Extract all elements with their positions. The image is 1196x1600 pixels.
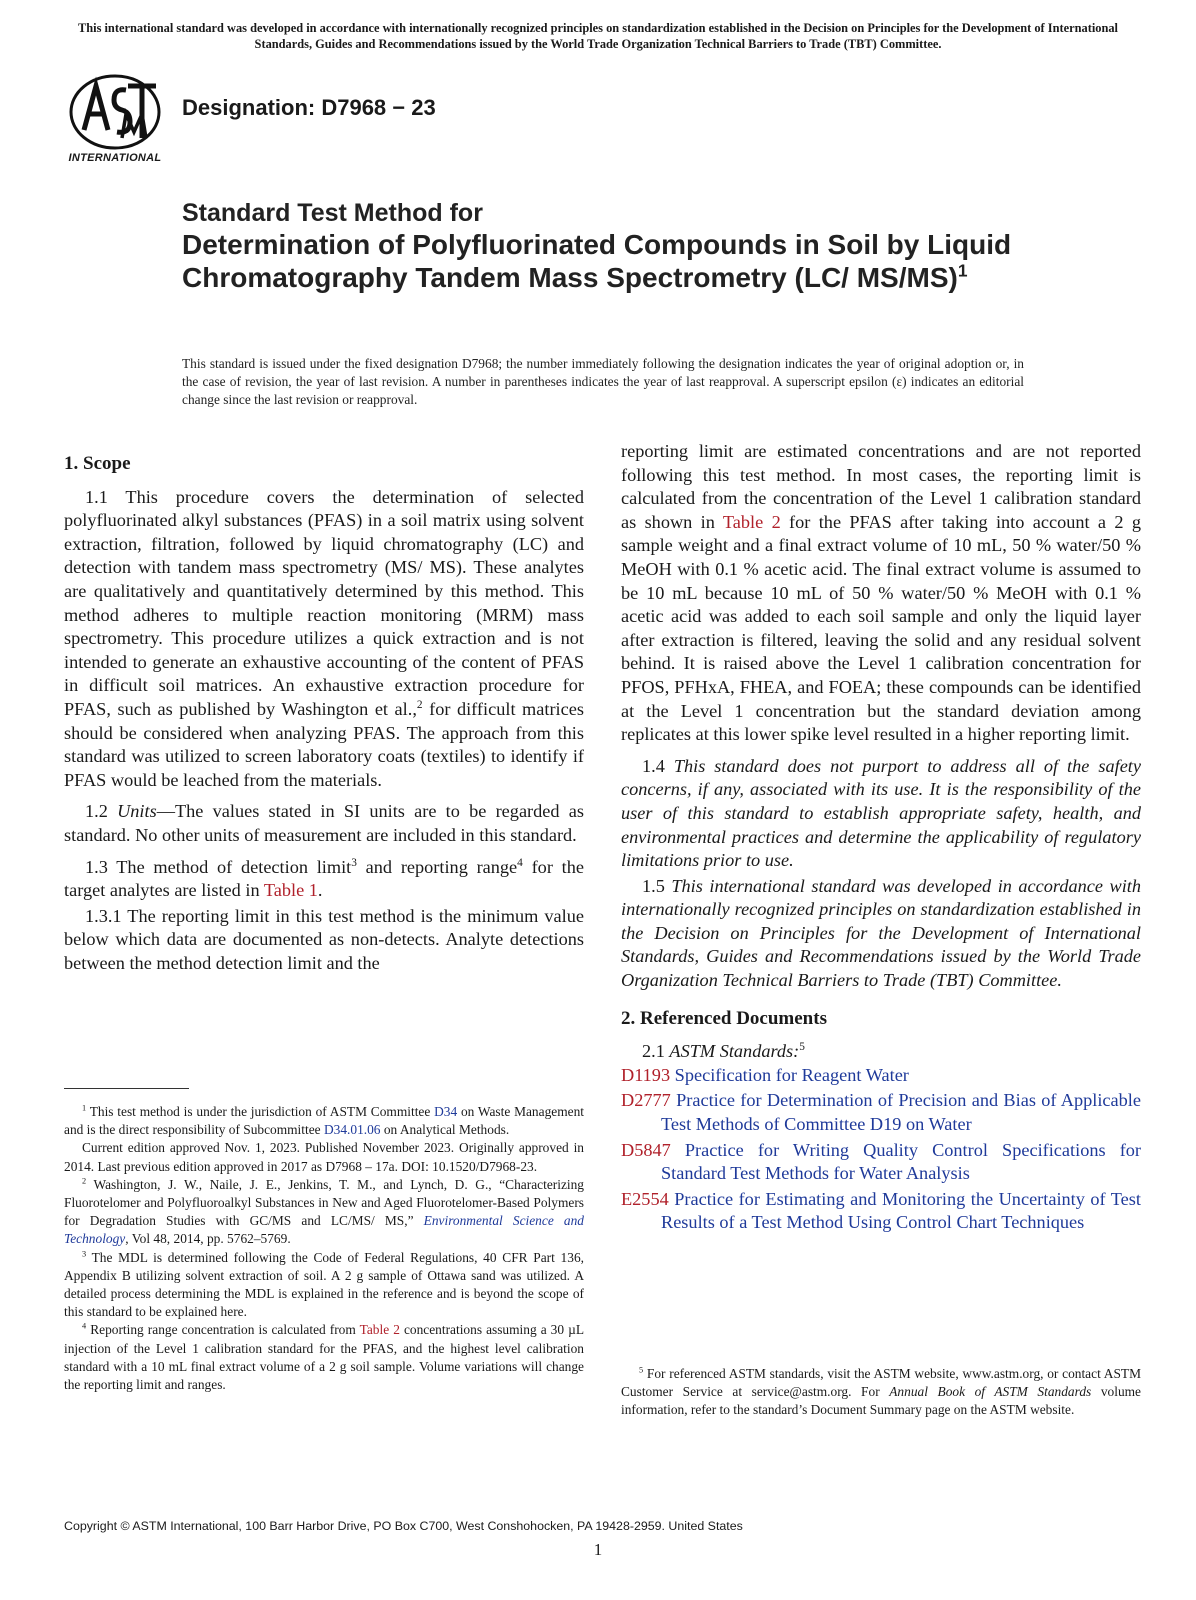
right-column: [621, 440, 1141, 1237]
title-line-1: Standard Test Method for: [182, 199, 483, 227]
para-1-3-1-cont-b: for the PFAS after taking into account a 2 g sample weight and a final extract volume of 10 mL, 50 % water/50 % MeOH with 0.1 % acetic acid. The final extract volume is assumed to be 10 mL because 10 mL of 50 % water/50 % MeOH with 0.1 % acetic acid was added to each soil sample and only the liquid layer after extraction is filtered, leaving the solid and any residual solvent behind. It is raised above the Level 1 calibration concentration for PFOS, PFHxA, FHEA, and FOEA; these compounds can be identified at the Level 1 concentration but the standard deviation among replicates at this lower spike level resulted in a higher reporting limit.: [621, 511, 1141, 745]
title-footnote-ref: 1: [957, 260, 968, 281]
table-1-link[interactable]: Table 1: [263, 880, 318, 901]
astm-logo: [62, 72, 168, 168]
journal-link[interactable]: Environmental Science and Technology: [64, 1213, 584, 1247]
para-1-2: [64, 800, 584, 847]
footnote-5-text-b: volume information, refer to the standard’s Document Summary page on the ASTM website.: [621, 1384, 1141, 1418]
footnote-1-mark: 1: [82, 1103, 87, 1113]
refdoc-title[interactable]: Practice for Writing Quality Control Specifications for Standard Test Methods for Water Analysis: [661, 1139, 1142, 1184]
para-1-1-text: 1.1 This procedure covers the determination of selected polyfluorinated alkyl substances (PFAS) in a soil matrix using solvent extraction, filtration, followed by liquid chromatography (LC) and detection with tandem mass spectrometry (MS/ MS). These analytes are qualitatively and quantitatively determined by this method. This method adheres to multiple reaction monitoring (MRM) mass spectrometry. This procedure utilizes a quick extraction and is not intended to generate an exhaustive accounting of the content of PFAS in difficult soil matrices. An exhaustive extraction procedure for PFAS, such as published by Washington et al.,: [64, 486, 584, 719]
para-1-3-1-cont-a: reporting limit are estimated concentrations and are not reported following this test method. In most cases, the reporting limit is calculated from the concentration of the Level 1 calibration standard as shown in: [621, 441, 1141, 532]
footnote-ref-4: 4: [517, 856, 523, 869]
para-2-1-text: ASTM Standards:: [669, 1041, 800, 1062]
para-1-2-units: Units: [117, 801, 157, 822]
designation: Designation: D7968 − 23: [182, 95, 436, 120]
title-main: Determination of Polyfluorinated Compounds in Soil by Liquid Chromatography Tandem Mass Spectrometry (LC/ MS/MS): [182, 229, 1012, 293]
refdoc-code[interactable]: D2777: [621, 1090, 671, 1111]
para-2-1: [621, 1040, 1141, 1064]
refdoc-e2554[interactable]: [621, 1188, 1141, 1235]
footnote-2-text-b: , Vol 48, 2014, pp. 5762–5769.: [125, 1231, 291, 1247]
table-2-link-footnote[interactable]: Table 2: [359, 1322, 400, 1338]
refdoc-code[interactable]: D1193: [621, 1064, 671, 1085]
footnote-2-mark: 2: [82, 1176, 87, 1186]
footnote-1: [64, 1103, 584, 1139]
para-1-3-1: 1.3.1 The reporting limit in this test method is the minimum value below which data are documented as non-detects. Analyte detections between the method detection limit and the: [64, 905, 584, 973]
refdoc-code[interactable]: D5847: [621, 1139, 671, 1160]
copyright-line: Copyright © ASTM International, 100 Barr Harbor Drive, PO Box C700, West Conshohocken, PA 19428-2959. United States: [64, 1519, 743, 1533]
refdoc-d5847[interactable]: [621, 1139, 1141, 1186]
refdoc-title[interactable]: Practice for Estimating and Monitoring the Uncertainty of Test Results of a Test Method Using Control Chart Techniques: [661, 1188, 1141, 1233]
para-1-4-text: This standard does not purport to address all of the safety concerns, if any, associated with its use. It is the responsibility of the user of this standard to establish appropriate safety, health, and environmental practices and determine the applicability of regulatory limitations prior to use.: [621, 755, 1141, 871]
refdoc-title[interactable]: Specification for Reagent Water: [674, 1064, 909, 1085]
document-title: [182, 198, 1082, 294]
para-1-3-text-a: 1.3 The method of detection limit: [85, 856, 352, 877]
para-1-5-text: This international standard was developed in accordance with internationally recognized principles on standardization established in the Decision on Principles for the Development of International Standards, Guides and Recommendations issued by the World Trade Organization Technical Barriers to Trade (TBT) Committee.: [621, 875, 1142, 991]
footnote-1-text-b: on Waste Management and is the direct responsibility of Subcommittee: [64, 1104, 584, 1138]
footnote-5-text-a: For referenced ASTM standards, visit the ASTM website, www.astm.org, or contact ASTM Customer Service at service@astm.org. For: [621, 1366, 1141, 1400]
para-1-4: [621, 755, 1141, 873]
committee-d34-link[interactable]: D34: [434, 1104, 458, 1119]
para-1-3-1-cont: [621, 440, 1141, 747]
refdoc-d2777[interactable]: [621, 1089, 1141, 1136]
logo-international-label: INTERNATIONAL: [68, 152, 162, 164]
para-1-3-text-b: and reporting range: [356, 856, 518, 877]
footnote-divider: [64, 1088, 189, 1089]
para-1-2-text: —The values stated in SI units are to be regarded as standard. No other units of measurement are included in this standard.: [64, 801, 584, 845]
footnote-5-mark: 5: [639, 1365, 644, 1375]
footnote-1-text-a: This test method is under the jurisdiction of ASTM Committee: [86, 1104, 435, 1119]
footnote-4-text-a: Reporting range concentration is calculated from: [86, 1322, 360, 1338]
para-1-5-num: 1.5: [642, 875, 672, 896]
designation-note: This standard is issued under the fixed designation D7968; the number immediately following the designation indicates the year of original adoption or, in the case of revision, the year of last revision. A number in parentheses indicates the year of last reapproval. A superscript epsilon (ε) indicates an editorial change since the last revision or reapproval.: [182, 356, 1024, 407]
para-2-1-num: 2.1: [642, 1041, 670, 1062]
para-1-2-num: 1.2: [85, 801, 118, 822]
footnote-ref-3: 3: [351, 856, 357, 869]
footnotes-left: [64, 1103, 584, 1394]
para-1-3: [64, 856, 584, 903]
left-column: [64, 452, 584, 983]
para-1-4-num: 1.4: [642, 755, 674, 776]
footnote-1-text-c: on Analytical Methods.: [380, 1122, 510, 1138]
para-1-5: [621, 875, 1141, 993]
footnote-ref-2: 2: [416, 698, 423, 711]
footnote-5: [621, 1365, 1141, 1420]
footnote-1-edition: Current edition approved Nov. 1, 2023. Published November 2023. Originally approved in 2014. Last previous edition approved in 2017 as D7968 – 17a. DOI: 10.1520/D7968-23.: [64, 1140, 584, 1174]
refdoc-d1193[interactable]: [621, 1064, 1141, 1088]
footnote-2: [64, 1176, 584, 1249]
para-1-3-text-d: .: [317, 880, 323, 901]
para-1-3-text-c: for the target analytes are listed in: [64, 856, 584, 901]
footnote-ref-5: 5: [799, 1041, 805, 1054]
footnote-3-text: The MDL is determined following the Code of Federal Regulations, 40 CFR Part 136, Appendix B utilizing solvent extraction of soil. A 2 g sample of Ottawa sand was utilized. A detailed process determining the MDL is explained in the reference and is beyond the scope of this standard to be explained here.: [64, 1249, 584, 1320]
title-line-2: [182, 228, 1082, 294]
footnotes-right: [621, 1365, 1141, 1420]
footnote-5-book: Annual Book of ASTM Standards: [889, 1384, 1092, 1400]
footnote-3: [64, 1249, 584, 1322]
refdoc-title[interactable]: Practice for Determination of Precision and Bias of Applicable Test Methods of Committee D19 on Water: [661, 1090, 1141, 1135]
refdoc-code[interactable]: E2554: [621, 1188, 669, 1209]
astm-logo-mark: [62, 72, 168, 152]
subcommittee-link[interactable]: D34.01.06: [323, 1122, 381, 1138]
wto-notice: This international standard was developed in accordance with internationally recognized principles on standardization established in the Decision on Principles for the Development of International Standards, Guides and Recommendations issued by the World Trade Organization Technical Barriers to Trade (TBT) Committee.: [77, 21, 1119, 51]
table-2-link[interactable]: Table 2: [722, 511, 781, 532]
footnote-4-text-b: concentrations assuming a 30 µL injection of the Level 1 calibration standard for the PFAS, and the highest level calibration standard with a 10 mL final extract volume of a 2 g soil sample. Volume variations will change the reporting limit and ranges.: [64, 1322, 585, 1393]
section-heading-refdocs: 2. Referenced Documents: [621, 1007, 827, 1029]
footnote-4: [64, 1321, 584, 1394]
section-heading-scope: 1. Scope: [64, 453, 131, 474]
footnote-2-text-a: Washington, J. W., Naile, J. E., Jenkins, T. M., and Lynch, D. G., “Characterizing Fluorotelomer and Polyfluoroalkyl Substances in New and Aged Fluorotelomer-Based Polymers for Degradation Studies with GC/MS and LC/MS/ MS,”: [64, 1176, 584, 1229]
para-1-1: [64, 486, 584, 793]
footnote-3-mark: 3: [82, 1249, 87, 1259]
footnote-4-mark: 4: [82, 1321, 87, 1331]
page-number: 1: [593, 1540, 603, 1559]
para-1-1-text-cont: for difficult matrices should be considered when analyzing PFAS. The approach from this standard was utilized to screen laboratory coats (textiles) to identify if PFAS would be leached from the materials.: [64, 698, 584, 790]
